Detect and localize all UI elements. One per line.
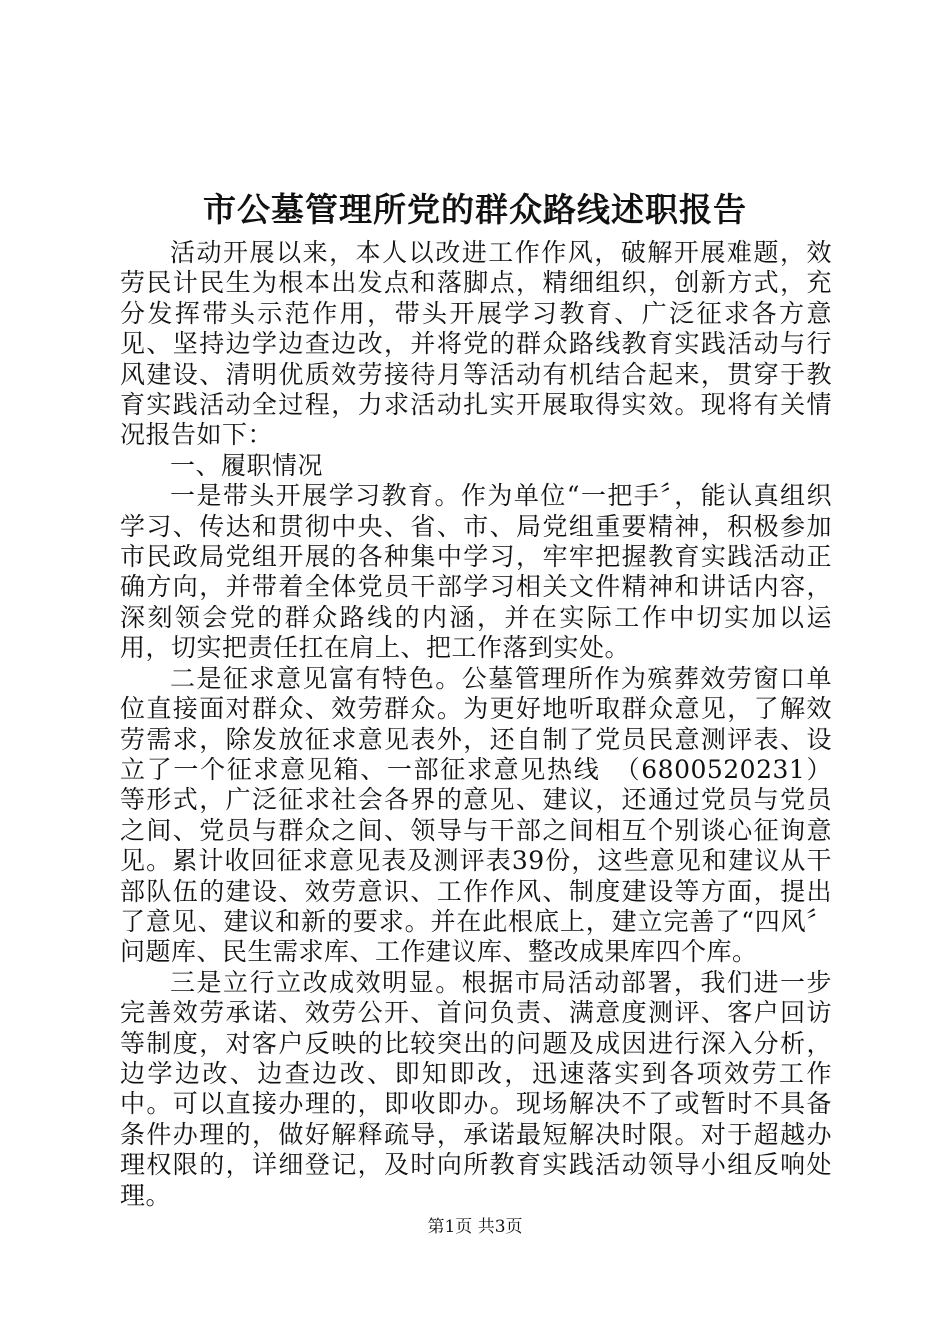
body-paragraph: 三是立行立改成效明显。根据市局活动部署，我们进一步完善效劳承诺、效劳公开、首问负责、满意度测评、客户回访等制度，对客户反映的比较突出的问题及成因进行深入分析，边学边改、边查边改、即知即改，迅速落实到各项效劳工作中。可以直接办理的，即收即办。现场解决不了或暂时不具备条件办理的，做好解释疏导，承诺最短解决时限。对于超越办理权限的，详细登记，及时向所教育实践活动领导小组反响处理。 [120,967,832,1210]
document-title: 市公墓管理所党的群众路线述职报告 [203,190,747,229]
document-body [120,238,832,1211]
intro-paragraph: 活动开展以来，本人以改进工作作风，破解开展难题，效劳民计民生为根本出发点和落脚点，精细组织，创新方式，充分发挥带头示范作用，带头开展学习教育、广泛征求各方意见、坚持边学边查边改，并将党的群众路线教育实践活动与行风建设、清明优质效劳接待月等活动有机结合起来，贯穿于教育实践活动全过程，力求活动扎实开展取得实效。现将有关情况报告如下： [120,238,832,450]
section-heading: 一、履职情况 [170,450,324,480]
body-paragraph: 一是带头开展学习教育。作为单位“一把手〞，能认真组织学习、传达和贯彻中央、省、市、局党组重要精神，积极参加市民政局党组开展的各种集中学习，牢牢把握教育实践活动正确方向，并带着全体党员干部学习相关文件精神和讲话内容，深刻领会党的群众路线的内涵，并在实际工作中切实加以运用，切实把责任扛在肩上、把工作落到实处。 [120,481,832,663]
page-number: 第1页 共3页 [427,1217,523,1237]
body-paragraph: 二是征求意见富有特色。公墓管理所作为殡葬效劳窗口单位直接面对群众、效劳群众。为更好地听取群众意见，了解效劳需求，除发放征求意见表外，还自制了党员民意测评表、设立了一个征求意见箱、一部征求意见热线 （6800520231）等形式，广泛征求社会各界的意见、建议，还通过党员与党员之间、党员与群众之间、领导与干部之间相互个别谈心征询意见。累计收回征求意见表及测评表39份，这些意见和建议从干部队伍的建设、效劳意识、工作作风、制度建设等方面，提出了意见、建议和新的要求。并在此根底上，建立完善了“四风〞问题库、民生需求库、工作建议库、整改成果库四个库。 [120,663,832,967]
